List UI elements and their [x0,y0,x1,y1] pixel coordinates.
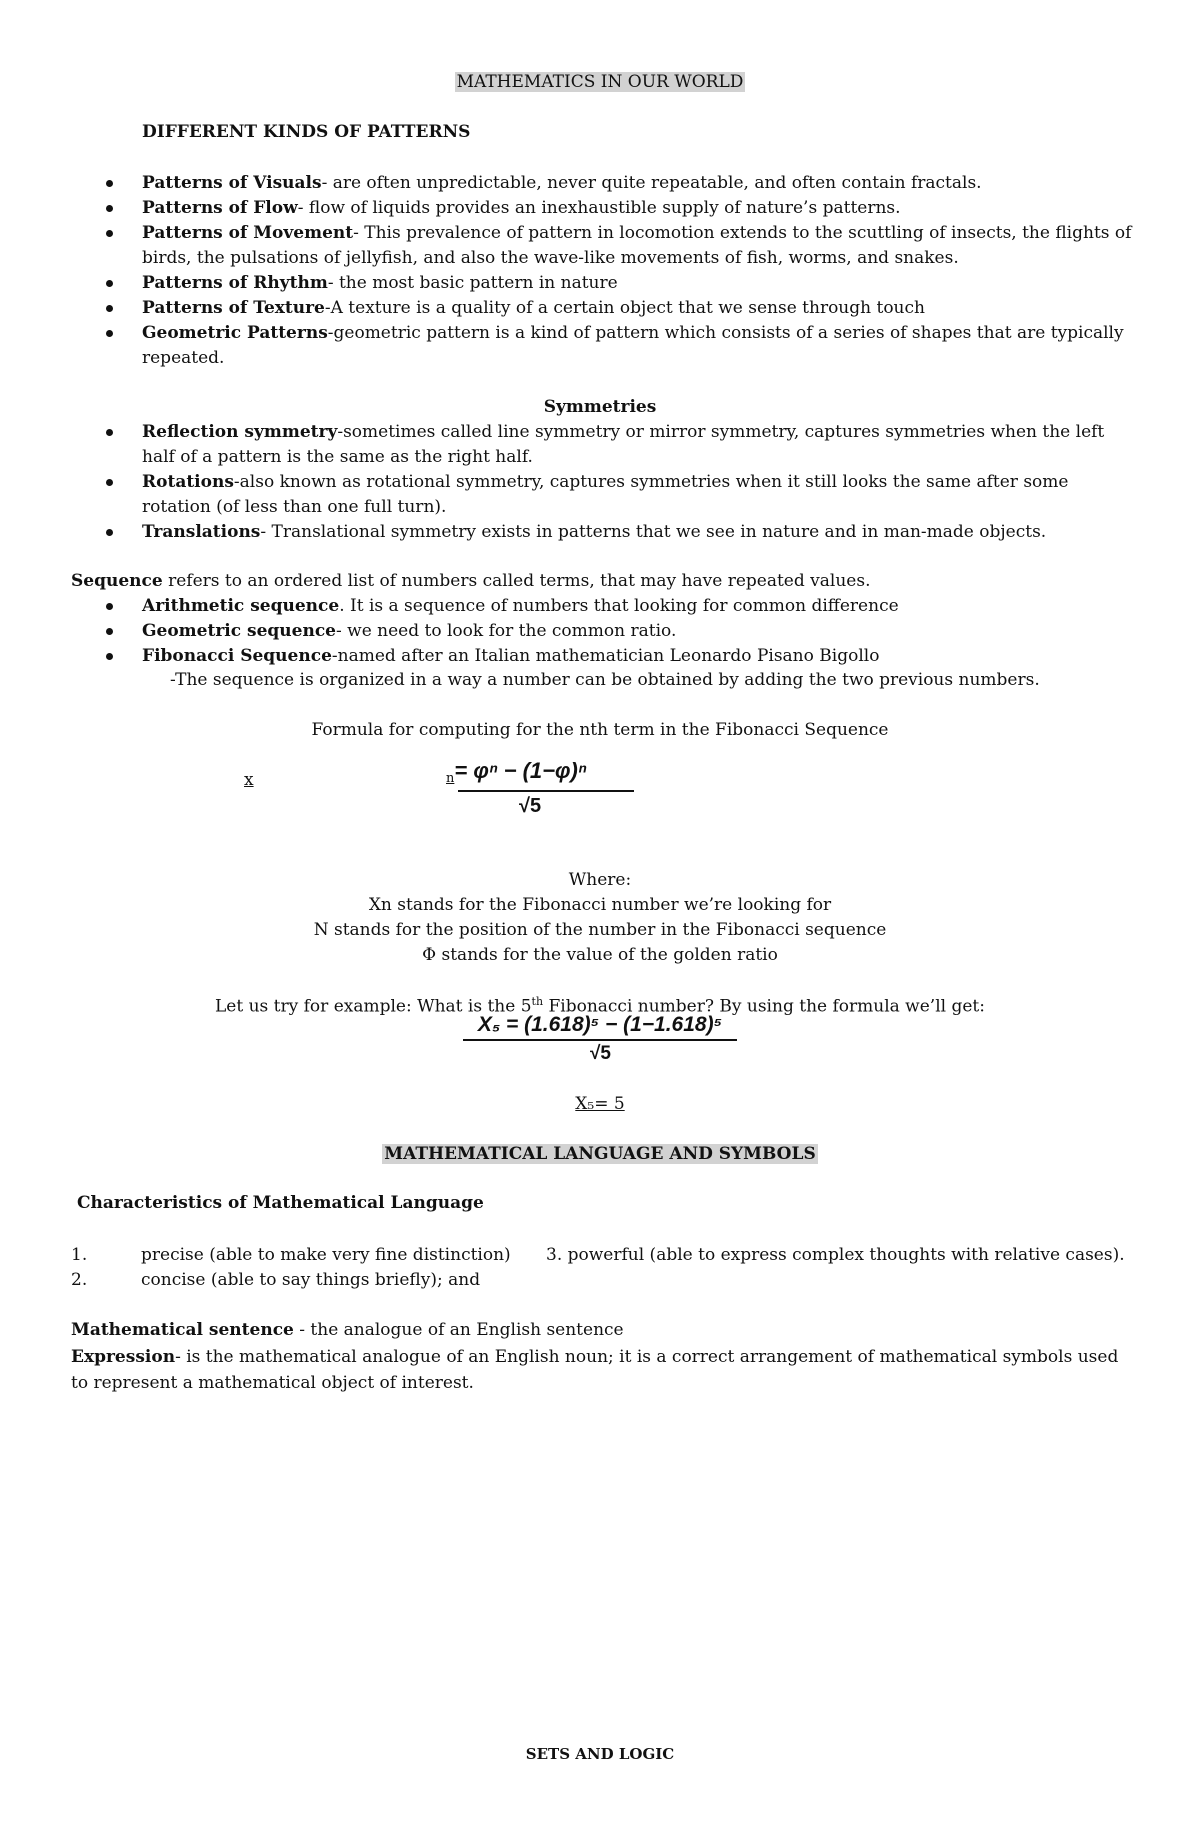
characteristic-precise: precise (able to make very fine distinction) [141,1245,511,1265]
example-numerator: X₅ = (1.618)⁵ − (1−1.618)⁵ [477,1013,723,1036]
list-item: Patterns of Texture-A texture is a quality of a certain object that we sense through touch [106,296,1136,321]
language-title-wrap [0,1144,1200,1164]
list-item: Translations- Translational symmetry exists in patterns that we see in nature and in man-made objects. [106,520,1136,545]
list-number-2: 2. [71,1270,88,1290]
list-item: Fibonacci Sequence-named after an Italian mathematician Leonardo Pisano Bigollo [106,644,1136,669]
definition-n: N stands for the position of the number in the Fibonacci sequence [313,920,887,940]
expression-definition: Expression- is the mathematical analogue of an English noun; it is a correct arrangement of mathematical symbols used to represent a mathematical object of interest. [71,1347,1119,1393]
example-question: Let us try for example: What is the 5th Fibonacci number? By using the formula we’ll get: [215,995,985,1017]
symmetries-heading: Symmetries [543,397,657,417]
definition-xn: Xn stands for the Fibonacci number we’re looking for [368,895,832,915]
sequence-list [106,594,1136,669]
list-number-1: 1. [71,1245,88,1265]
definition-phi: Φ stands for the value of the golden ratio [422,945,778,965]
list-item: Patterns of Visuals- are often unpredictable, never quite repeatable, and often contain fractals. [106,171,1136,196]
list-item: Rotations-also known as rotational symmetry, captures symmetries when it still looks the same after some rotation (of less than one full turn). [106,470,1136,520]
formula-numerator: $_n$= φⁿ − (1−φ)ⁿ [446,758,587,786]
example-denominator: √5 [590,1043,611,1064]
formula-fraction-bar [458,790,634,792]
list-item: Reflection symmetry-sometimes called line symmetry or mirror symmetry, captures symmetries when the left half of a pattern is the same as the right half. [106,420,1136,470]
language-title: MATHEMATICAL LANGUAGE AND SYMBOLS [384,1144,816,1164]
list-item: Patterns of Rhythm- the most basic pattern in nature [106,271,1136,296]
formula-x-label: x [244,770,254,790]
sequence-definition: Sequence refers to an ordered list of numbers called terms, that may have repeated values. [71,571,871,591]
formula-denominator: √5 [519,795,542,817]
example-fraction-bar [463,1039,737,1041]
list-item: Geometric sequence- we need to look for the common ratio. [106,619,1136,644]
characteristics-heading: Characteristics of Mathematical Language [77,1193,484,1213]
footer-heading: SETS AND LOGIC [525,1745,675,1763]
characteristic-concise: concise (able to say things briefly); and [141,1270,481,1290]
example-result: X₅= 5 [575,1094,625,1114]
fibonacci-note: -The sequence is organized in a way a number can be obtained by adding the two previous numbers. [170,670,1040,690]
mathematical-sentence-definition: Mathematical sentence - the analogue of an English sentence [71,1320,624,1340]
characteristic-powerful: 3. powerful (able to express complex thoughts with relative cases). [546,1245,1125,1265]
list-item: Patterns of Movement- This prevalence of pattern in locomotion extends to the scuttling of insects, the flights of birds, the pulsations of jellyfish, and also the wave-like movements of fish, worms, and snakes. [106,221,1136,271]
symmetries-list [106,420,1136,545]
page-title-wrap [0,72,1200,92]
patterns-heading: DIFFERENT KINDS OF PATTERNS [142,122,471,142]
list-item: Arithmetic sequence. It is a sequence of numbers that looking for common difference [106,594,1136,619]
patterns-list [106,171,1136,371]
where-label: Where: [568,870,632,890]
page-title: MATHEMATICS IN OUR WORLD [456,72,744,92]
list-item: Patterns of Flow- flow of liquids provides an inexhaustible supply of nature’s patterns. [106,196,1136,221]
list-item: Geometric Patterns-geometric pattern is a kind of pattern which consists of a series of shapes that are typically repeated. [106,321,1136,371]
formula-caption: Formula for computing for the nth term in the Fibonacci Sequence [311,720,889,740]
